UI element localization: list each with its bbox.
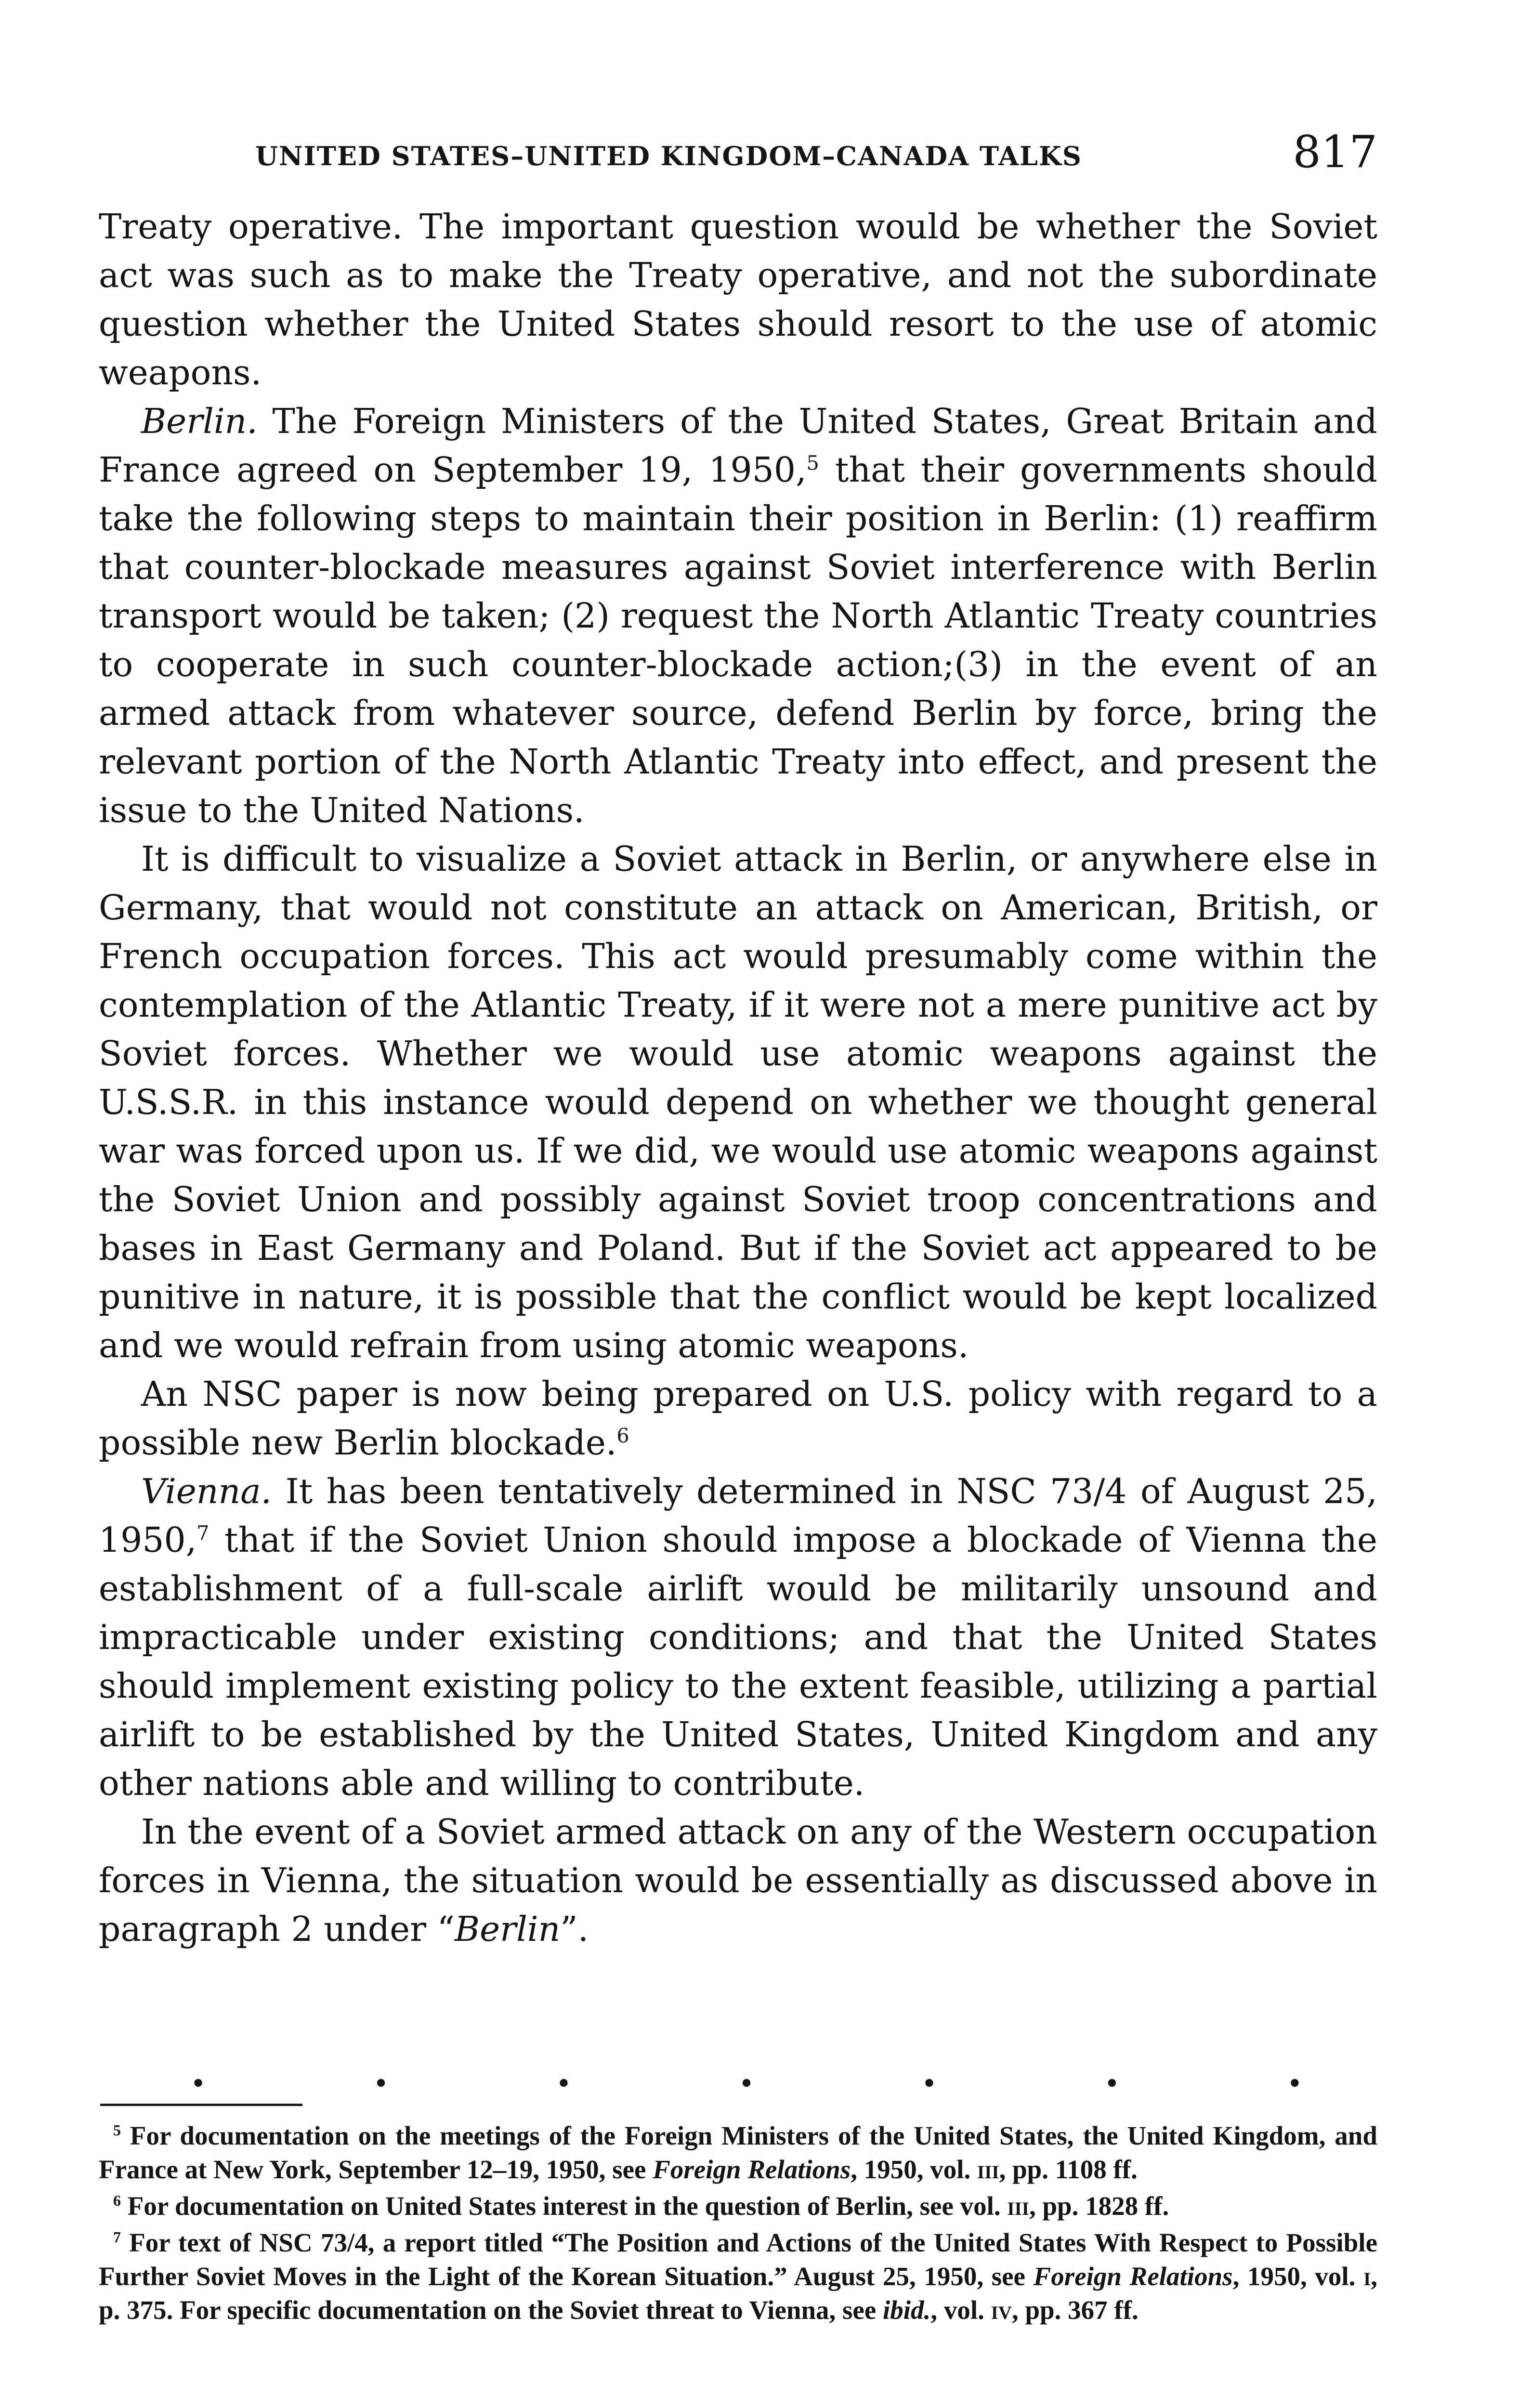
section-heading-berlin: Berlin. — [141, 401, 258, 441]
footnote-5 — [99, 2119, 1377, 2186]
paragraph-berlin — [99, 397, 1377, 835]
footnote-text: , p. 375. For specific documentation on the Soviet threat to Vienna, see — [99, 2262, 1377, 2325]
paragraph-western-forces — [99, 1807, 1377, 1953]
footnote-text: , pp. 1828 ff. — [1029, 2191, 1169, 2221]
paragraph-text: It has been tentatively determined in NSC 73/4 of August 25, 1950, — [99, 1471, 1377, 1560]
ellipsis-dot: • — [555, 2068, 572, 2100]
footnote-text: , 1950, vol. — [851, 2155, 978, 2184]
footnote-italic: Foreign Relations — [653, 2155, 851, 2184]
footnote-text: , pp. 367 ff. — [1011, 2295, 1138, 2325]
footnote-ref-6: 6 — [616, 1424, 629, 1448]
ellipsis-dot: • — [921, 2068, 937, 2100]
paragraph-text: that their governments should take the following steps to maintain their position in Berlin: (1) reaffirm that counter-blockade measures against Soviet interference with Berlin transport would be taken; (2) request the North Atlantic Treaty countries to cooperate in such counter-blockade action;(3) in the event of an armed attack from whatever source, defend Berlin by force, bring the relevant portion of the North Atlantic Treaty into effect, and present the issue to the United Nations. — [99, 450, 1377, 830]
paragraph-vienna — [99, 1467, 1377, 1807]
paragraph-treaty-operative — [99, 202, 1377, 397]
footnote-number: 5 — [113, 2121, 121, 2139]
ellipsis-dot: • — [738, 2068, 755, 2100]
paragraph-text: Treaty operative. The important question would be whether the Soviet act was such as to make the Treaty operative, and not the subordinate question whether the United States should resort to the use of atomic weapons. — [99, 207, 1377, 393]
footnote-6 — [99, 2189, 1377, 2223]
footnote-text: For documentation on the meetings of the Foreign Ministers of the United States, the United Kingdom, and France at New York, September 12–19, 1950, see — [99, 2121, 1377, 2184]
footnote-number: 6 — [113, 2192, 121, 2209]
footnote-text: , 1950, vol. — [1232, 2262, 1364, 2291]
footnote-text: For documentation on United States interest in the question of Berlin, see vol. — [120, 2191, 1008, 2221]
ellipsis-dot: • — [1286, 2068, 1303, 2100]
paragraph-soviet-attack — [99, 835, 1377, 1370]
footnote-number: 7 — [113, 2228, 121, 2246]
paragraph-text: In the event of a Soviet armed attack on any of the Western occupation forces in Vienna, the situation would be essentially as discussed above in paragraph 2 under “ — [99, 1812, 1377, 1949]
paragraph-text: ”. — [560, 1909, 589, 1949]
footnote-volume: iv — [991, 2295, 1012, 2325]
footnote-7 — [99, 2226, 1377, 2327]
ellipsis-dot: • — [373, 2068, 389, 2100]
footnotes — [99, 2119, 1377, 2330]
footnote-text: , vol. — [930, 2295, 991, 2325]
footnote-ref-5: 5 — [806, 451, 819, 475]
ellipsis-dot: • — [1104, 2068, 1120, 2100]
omission-ellipsis — [190, 2068, 1303, 2100]
footnote-italic: Foreign Relations — [1033, 2262, 1233, 2291]
footnote-ibid: ibid. — [883, 2295, 931, 2325]
ellipsis-dot: • — [190, 2068, 207, 2100]
paragraph-nsc-paper — [99, 1370, 1377, 1467]
footnote-text: , pp. 1108 ff. — [999, 2155, 1138, 2184]
footnote-volume: iii — [977, 2155, 999, 2184]
running-head — [96, 126, 1377, 179]
body-text — [99, 202, 1377, 1953]
italic-berlin: Berlin — [454, 1909, 561, 1949]
footnote-divider — [100, 2104, 302, 2106]
paragraph-text: It is difficult to visualize a Soviet attack in Berlin, or anywhere else in Germany, that would not constitute an attack on American, British, or French occupation forces. This act would presumably come within the contemplation of the Atlantic Treaty, if it were not a mere punitive act by Soviet forces. Whether we would use atomic weapons against the U.S.S.R. in this instance would depend on whether we thought general war was forced upon us. If we did, we would use atomic weapons against the Soviet Union and possibly against Soviet troop concentrations and bases in East Germany and Poland. But if the Soviet act appeared to be punitive in nature, it is possible that the conflict would be kept localized and we would refrain from using atomic weapons. — [99, 839, 1377, 1365]
paragraph-text: An NSC paper is now being prepared on U.S. policy with regard to a possible new Berlin blockade. — [99, 1374, 1377, 1463]
footnote-volume: i — [1363, 2262, 1371, 2291]
footnote-ref-7: 7 — [196, 1521, 209, 1545]
section-heading-vienna: Vienna. — [141, 1471, 272, 1511]
footnote-text: For text of NSC 73/4, a report titled “The Position and Actions of the United States With Respect to Possible Further Soviet Moves in the Light of the Korean Situation.” August 25, 1950, see — [99, 2228, 1377, 2291]
running-title: UNITED STATES–UNITED KINGDOM–CANADA TALKS — [255, 141, 1082, 171]
paragraph-text: that if the Soviet Union should impose a blockade of Vienna the establishment of a full-scale airlift would be militarily unsound and impracticable under existing conditions; and that the United States should implement existing policy to the extent feasible, utilizing a partial airlift to be established by the United States, United Kingdom and any other nations able and willing to contribute. — [99, 1520, 1377, 1803]
paragraph-text: The Foreign Ministers of the United States, Great Britain and France agreed on September 19, 1950, — [99, 401, 1377, 490]
footnote-volume: iii — [1007, 2191, 1029, 2221]
page-number: 817 — [1293, 126, 1377, 178]
